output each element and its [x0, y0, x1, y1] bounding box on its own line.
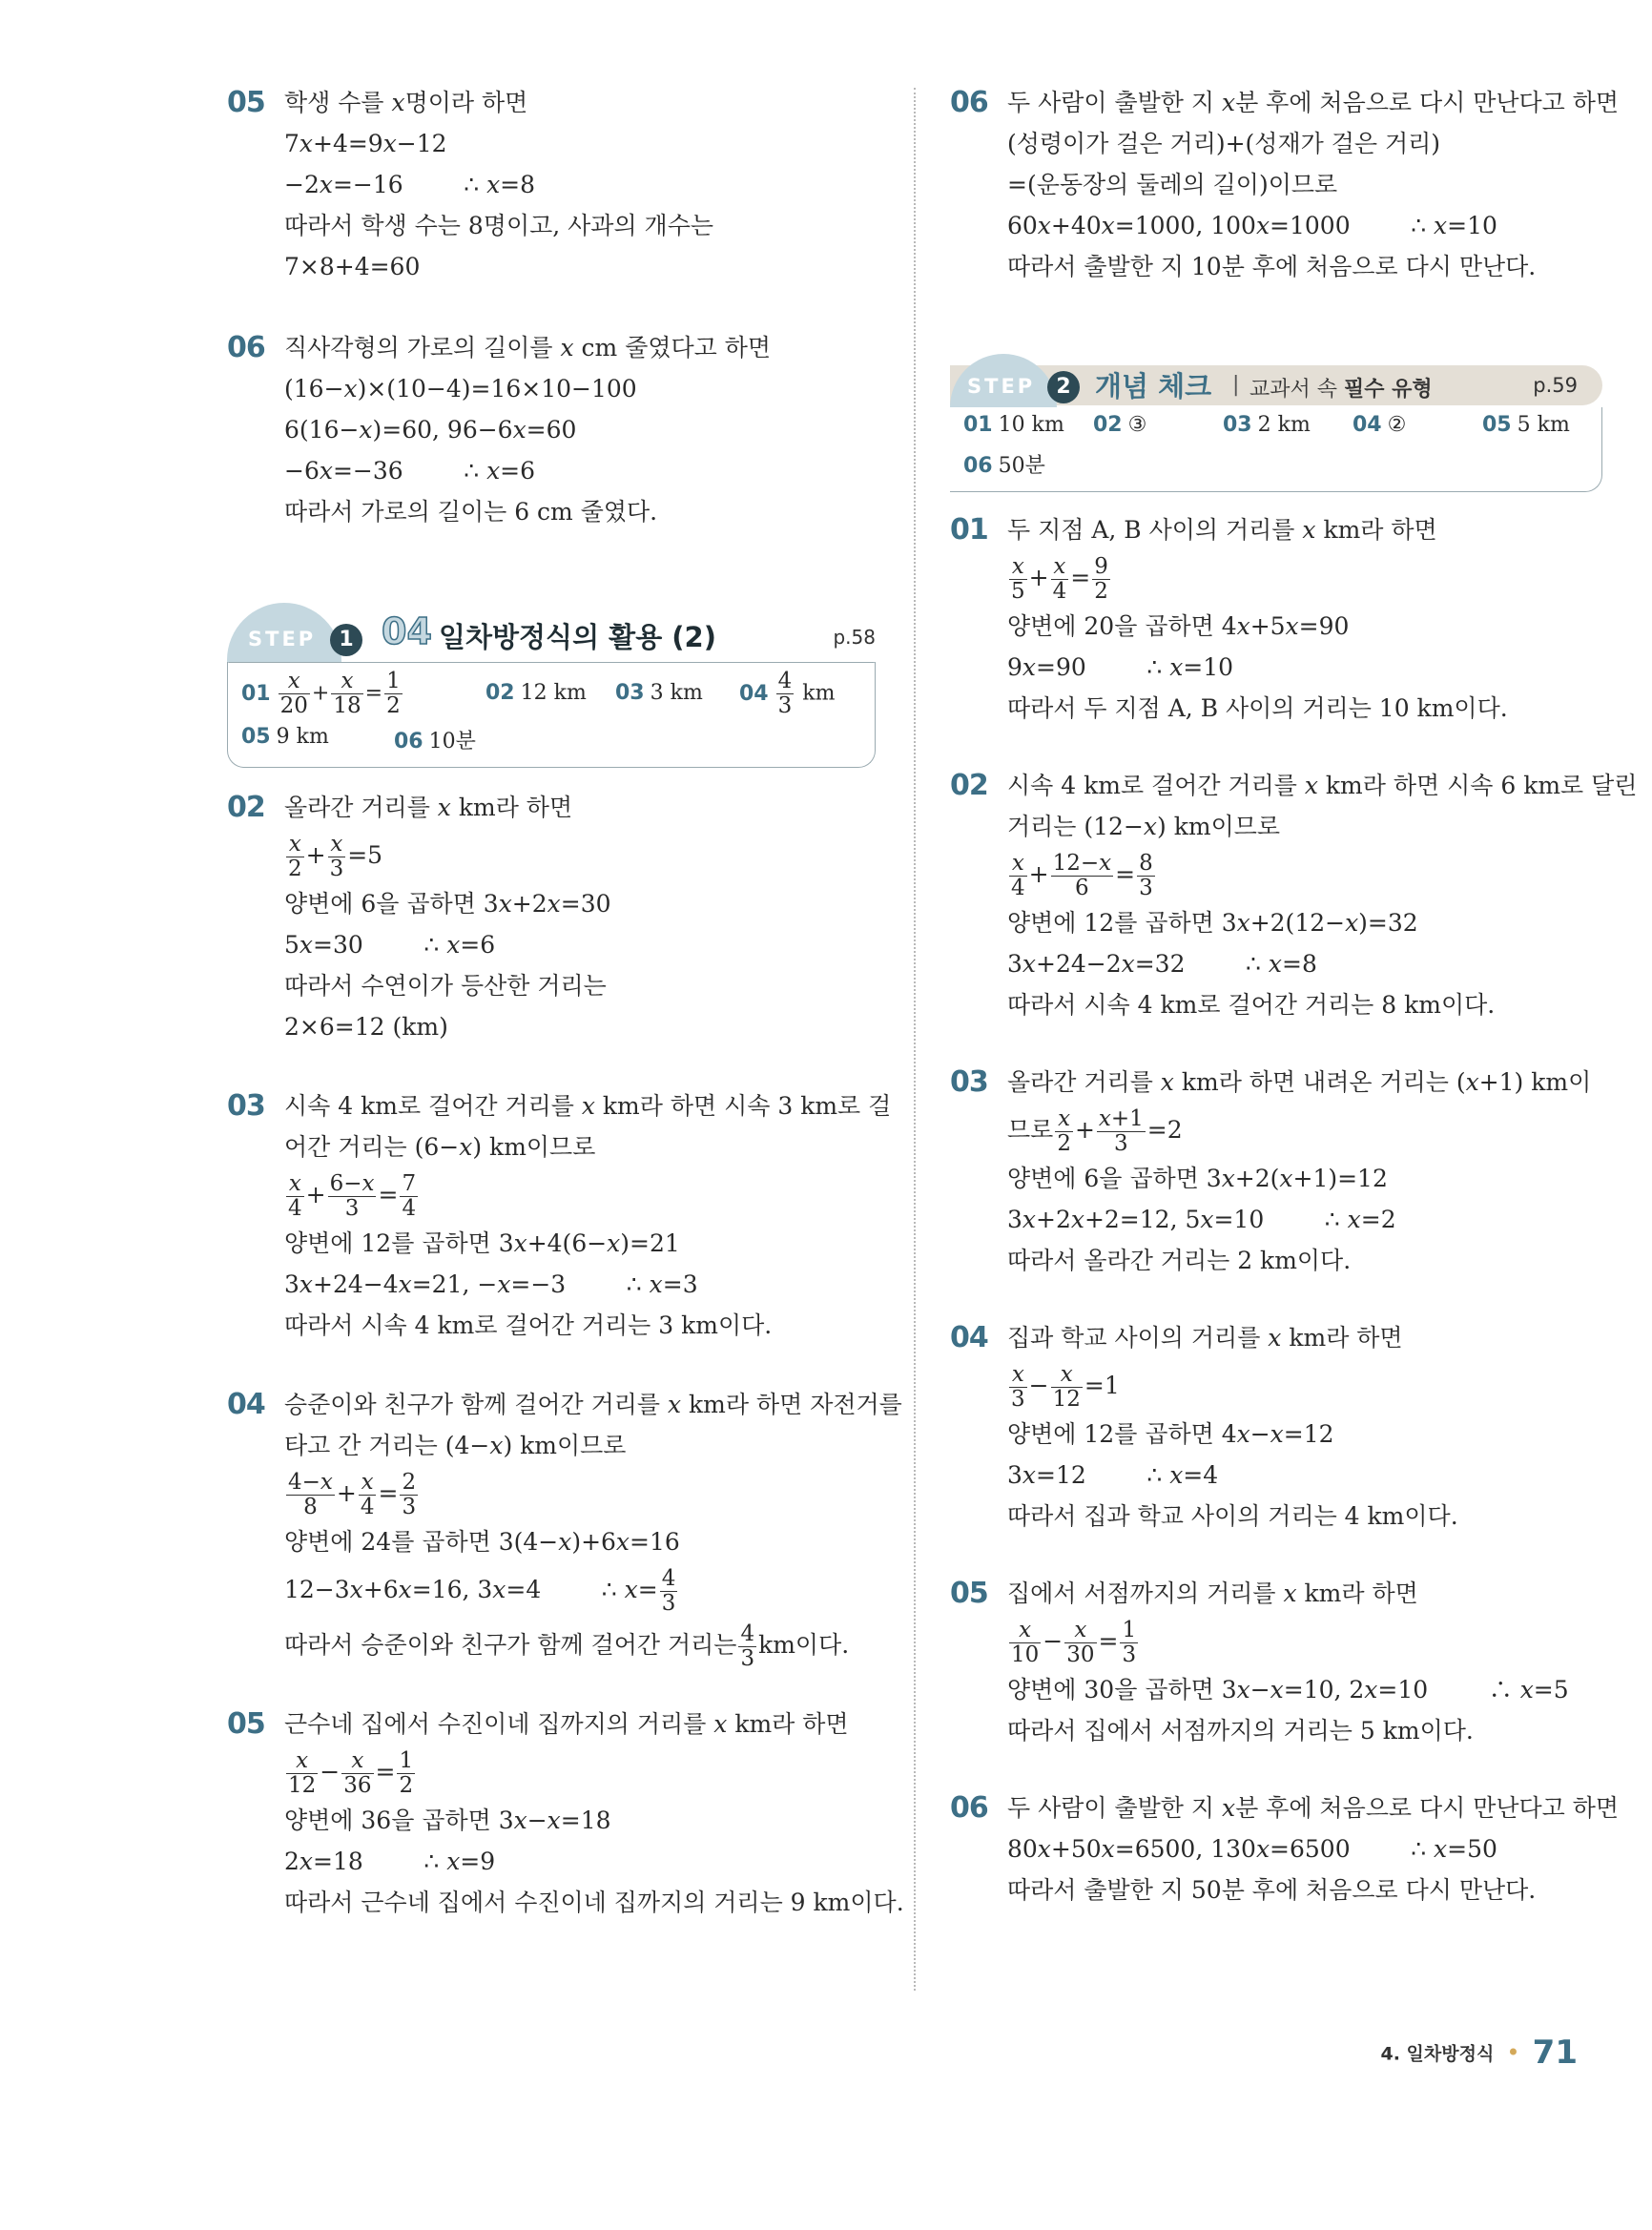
numerator: 𝑥	[328, 833, 346, 857]
fraction	[384, 670, 403, 718]
fraction	[1051, 555, 1069, 604]
numerator: 𝑥	[1051, 555, 1069, 580]
problem-number: 04	[227, 1388, 265, 1421]
operator: −	[320, 1758, 341, 1786]
text-line: 따라서 학생 수는 8명이고, 사과의 개수는	[284, 212, 713, 239]
text-line: 양변에 12를 곱하면 4𝑥−𝑥=12	[1007, 1420, 1334, 1448]
equation-line	[284, 1562, 876, 1618]
answer-value: 3 km	[650, 681, 703, 705]
fraction	[1097, 1107, 1146, 1156]
step-number-badge: 1	[330, 624, 362, 656]
section-title: 일차방정식의 활용 (2)	[439, 621, 716, 653]
solution-05b	[227, 1703, 904, 1923]
answer-03	[1223, 413, 1311, 437]
answer-key: 05	[1482, 413, 1512, 437]
denominator: 2	[386, 693, 401, 718]
operator: +	[305, 1181, 326, 1208]
equation-rhs: =5	[347, 841, 383, 869]
operator: =	[375, 1758, 396, 1786]
operator: +	[311, 681, 330, 706]
denominator: 20	[279, 693, 308, 718]
operator: −	[1043, 1627, 1063, 1655]
answer-02	[1093, 413, 1146, 437]
problem-number: 04	[950, 1321, 988, 1354]
fraction-equation	[284, 1745, 876, 1800]
text-line: 어간 거리는 (6−𝑥) km이므로	[284, 1133, 596, 1161]
text-line: 두 사람이 출발한 지 𝑥분 후에 처음으로 다시 만난다고 하면	[1007, 1794, 1620, 1822]
equation-line: 3𝑥=12 ∴ 𝑥=4	[1007, 1461, 1219, 1489]
denominator: 3	[1122, 1642, 1137, 1667]
numerator: 4	[740, 1621, 755, 1646]
text-line: 양변에 12를 곱하면 3𝑥+4(6−𝑥)=21	[284, 1229, 680, 1257]
denominator: 4	[360, 1495, 375, 1519]
text-line: 올라간 거리를 𝑥 km라 하면	[284, 794, 573, 821]
operator: =	[378, 1479, 399, 1507]
equation-line: −2𝑥=−16 ∴ 𝑥=8	[284, 171, 536, 198]
equation-line: 7×8+4=60	[284, 253, 421, 280]
equation-line: 2𝑥=18 ∴ 𝑥=9	[284, 1848, 496, 1875]
answer-04	[739, 670, 835, 718]
step1-header	[227, 601, 876, 662]
answer-value: ②	[1387, 413, 1407, 437]
numerator: 12−𝑥	[1052, 851, 1112, 876]
numerator: 1	[1122, 1618, 1137, 1642]
answer-04	[1353, 413, 1406, 437]
subtitle-text: 교과서 속	[1249, 378, 1338, 402]
page-number: 71	[1532, 2034, 1578, 2072]
answer-key: 02	[1093, 413, 1123, 437]
equation-line: 2×6=12 (km)	[284, 1013, 448, 1041]
equation-line: 80𝑥+50𝑥=6500, 130𝑥=6500 ∴ 𝑥=50	[1007, 1835, 1497, 1863]
denominator: 8	[303, 1495, 318, 1519]
answer-panel	[950, 407, 1602, 492]
equation-rhs: =2	[1146, 1116, 1183, 1144]
step-number-badge: 2	[1047, 371, 1080, 403]
numerator: 2	[402, 1470, 417, 1495]
section-title: 개념 체크	[1095, 370, 1212, 403]
fraction	[331, 670, 362, 718]
text-line: 양변에 24를 곱하면 3(4−𝑥)+6𝑥=16	[284, 1528, 680, 1556]
fraction	[1055, 1107, 1073, 1156]
subtitle-emphasis: 필수 유형	[1344, 378, 1433, 402]
solution-02-right	[950, 765, 1638, 1025]
numerator: 𝑥	[279, 670, 310, 694]
text-line: 따라서 올라간 거리는 2 km이다.	[1007, 1247, 1352, 1274]
answer-06	[394, 725, 476, 754]
numerator: 4	[777, 669, 793, 693]
equation-line: 5𝑥=30 ∴ 𝑥=6	[284, 931, 496, 959]
numerator: 𝑥	[1064, 1619, 1096, 1643]
fraction-equation	[1007, 847, 1602, 902]
denominator: 4	[288, 1196, 302, 1221]
denominator: 3	[402, 1495, 417, 1519]
denominator: 3	[329, 857, 344, 881]
step-label: STEP	[967, 375, 1036, 398]
text-line: 따라서 두 지점 A, B 사이의 거리는 10 km이다.	[1007, 694, 1508, 722]
page-footer	[1381, 2034, 1579, 2072]
answer-01	[241, 670, 404, 718]
answer-key: 01	[241, 681, 271, 706]
operator: +	[305, 841, 326, 869]
text-line: 거리는 (12−𝑥) km이므로	[1007, 813, 1281, 840]
text-line: 따라서 시속 4 km로 걸어간 거리는 8 km이다.	[1007, 991, 1496, 1019]
fraction	[328, 1172, 377, 1221]
fraction	[341, 1749, 373, 1798]
problem-number: 05	[227, 86, 265, 119]
operator: =	[1115, 860, 1136, 888]
text-line	[284, 1618, 876, 1673]
answer-key: 06	[963, 454, 993, 478]
text-line: 시속 4 km로 걸어간 거리를 𝑥 km라 하면 시속 3 km로 걸	[284, 1092, 892, 1120]
step1-answer-box	[227, 601, 876, 768]
answer-row	[241, 723, 861, 757]
step2-header	[950, 354, 1602, 407]
numerator: 𝑥	[359, 1471, 377, 1496]
numerator: 𝑥	[331, 670, 362, 694]
solution-04-right	[950, 1317, 1602, 1537]
column-divider	[914, 88, 916, 1991]
equation-line: 7𝑥+4=9𝑥−12	[284, 130, 447, 157]
denominator: 2	[399, 1773, 414, 1798]
fraction	[1009, 1363, 1027, 1412]
left-column	[227, 82, 904, 1923]
denominator: 2	[1094, 579, 1108, 604]
section-subtitle	[1249, 373, 1433, 403]
text-line: 따라서 수연이가 등산한 거리는	[284, 972, 607, 1000]
fraction	[1009, 555, 1027, 604]
denominator: 36	[343, 1773, 372, 1798]
numerator: 7	[402, 1171, 417, 1196]
numerator: 8	[1139, 851, 1153, 876]
text-line: 양변에 20을 곱하면 4𝑥+5𝑥=90	[1007, 612, 1350, 640]
numerator: 𝑥	[286, 1172, 304, 1197]
right-column	[950, 82, 1638, 1910]
answer-row	[241, 666, 861, 723]
text-line: 양변에 36을 곱하면 3𝑥−𝑥=18	[284, 1807, 611, 1834]
answer-05	[1482, 413, 1570, 437]
problem-number: 05	[227, 1707, 265, 1741]
text-line: (성령이가 걸은 거리)+(성재가 걸은 거리)	[1007, 130, 1440, 157]
text-line: 따라서 근수네 집에서 수진이네 집까지의 거리는 9 km이다.	[284, 1889, 904, 1916]
fraction-equation	[284, 1167, 876, 1223]
operator: =	[1070, 564, 1091, 591]
solution-06b-right	[950, 1787, 1620, 1910]
fraction	[286, 833, 304, 881]
text-line: 두 지점 A, B 사이의 거리를 𝑥 km라 하면	[1007, 516, 1437, 544]
numerator: 9	[1094, 554, 1108, 579]
answer-key: 06	[394, 730, 423, 754]
denominator: 2	[288, 857, 302, 881]
denominator: 3	[1011, 1387, 1025, 1412]
denominator: 12	[1052, 1387, 1081, 1412]
solution-04	[227, 1384, 902, 1673]
equation-rhs: =1	[1084, 1372, 1120, 1399]
fraction	[359, 1471, 377, 1519]
numerator: 𝑥	[1051, 1363, 1083, 1388]
operator: −	[1028, 1372, 1049, 1399]
solution-06-right	[950, 82, 1620, 287]
operator: +	[1028, 860, 1049, 888]
denominator: 2	[1057, 1131, 1071, 1156]
answer-value: 10 km	[998, 413, 1064, 437]
operator: +	[336, 1479, 357, 1507]
text-line: 올라간 거리를 𝑥 km라 하면 내려온 거리는 (𝑥+1) km이	[1007, 1068, 1592, 1096]
answer-unit: km	[802, 681, 836, 706]
fraction	[397, 1749, 415, 1798]
equation-line: 6(16−𝑥)=60, 96−6𝑥=60	[284, 416, 577, 444]
problem-number: 06	[950, 86, 988, 119]
fraction-equation	[284, 1466, 876, 1521]
text-line: =(운동장의 둘레의 길이)이므로	[1007, 171, 1338, 198]
fraction	[400, 1471, 418, 1519]
fraction-equation	[1007, 550, 1602, 606]
page-reference: p.59	[1533, 374, 1578, 397]
problem-number: 01	[950, 513, 988, 547]
denominator: 4	[1011, 876, 1025, 900]
numerator: 1	[399, 1748, 414, 1773]
text-line: 따라서 집에서 서점까지의 거리는 5 km이다.	[1007, 1717, 1474, 1745]
solution-01	[950, 509, 1602, 729]
text-line: 집과 학교 사이의 거리를 𝑥 km라 하면	[1007, 1324, 1403, 1352]
denominator: 18	[333, 693, 361, 718]
solution-03	[227, 1085, 892, 1346]
numerator: 4	[661, 1566, 676, 1591]
text-line: 집에서 서점까지의 거리를 𝑥 km라 하면	[1007, 1580, 1418, 1607]
denominator: 5	[1011, 579, 1025, 604]
equation-text: 12−3𝑥+6𝑥=16, 3𝑥=4 ∴ 𝑥=	[284, 1576, 658, 1603]
text-line: 시속 4 km로 걸어간 거리를 𝑥 km라 하면 시속 6 km로 달린	[1007, 772, 1638, 799]
operator: +	[1074, 1116, 1095, 1144]
page-reference: p.58	[833, 626, 876, 649]
text-line: 타고 간 거리는 (4−𝑥) km이므로	[284, 1432, 627, 1459]
equation-line: 3𝑥+24−2𝑥=32 ∴ 𝑥=8	[1007, 950, 1317, 978]
fraction-equation	[1007, 1358, 1602, 1414]
numerator: 𝑥+1	[1098, 1106, 1144, 1131]
text-line: 근수네 집에서 수진이네 집까지의 거리를 𝑥 km라 하면	[284, 1710, 849, 1738]
numerator: 𝑥	[1009, 852, 1027, 877]
answer-value: 10분	[428, 730, 476, 754]
denominator: 30	[1066, 1642, 1095, 1667]
text-line: 따라서 가로의 길이는 6 cm 줄였다.	[284, 498, 658, 526]
problem-number: 06	[227, 331, 265, 364]
answer-panel	[227, 662, 876, 768]
numerator: 𝑥	[1009, 1363, 1027, 1388]
answer-key: 04	[739, 681, 769, 706]
operator: =	[378, 1181, 399, 1208]
equation-line: 양변에 30을 곱하면 3𝑥−𝑥=10, 2𝑥=10 ∴ 𝑥=5	[1007, 1676, 1569, 1703]
text-line: 양변에 12를 곱하면 3𝑥+2(12−𝑥)=32	[1007, 909, 1418, 937]
answer-value: 9 km	[276, 725, 329, 749]
fraction	[286, 1172, 304, 1221]
text-line: 따라서 출발한 지 10분 후에 처음으로 다시 만난다.	[1007, 253, 1537, 280]
denominator: 3	[777, 693, 793, 718]
text-line: 양변에 6을 곱하면 3𝑥+2(𝑥+1)=12	[1007, 1165, 1388, 1192]
problem-number: 03	[227, 1089, 265, 1123]
answer-value: ③	[1127, 413, 1147, 437]
operator: =	[364, 681, 383, 706]
answer-value: 50분	[998, 454, 1045, 478]
denominator: 3	[740, 1646, 755, 1671]
equation-line: −6𝑥=−36 ∴ 𝑥=6	[284, 457, 536, 485]
answer-key: 01	[963, 413, 993, 437]
text-line: 따라서 출발한 지 50분 후에 처음으로 다시 만난다.	[1007, 1876, 1537, 1904]
numerator: 4−𝑥	[288, 1470, 333, 1495]
denominator: 4	[402, 1196, 417, 1221]
problem-number: 06	[950, 1791, 988, 1825]
denominator: 3	[1139, 876, 1153, 900]
fraction	[1092, 555, 1110, 604]
numerator: 𝑥	[286, 833, 304, 857]
answer-key: 04	[1353, 413, 1382, 437]
equation-line: 3𝑥+24−4𝑥=21, −𝑥=−3 ∴ 𝑥=3	[284, 1270, 698, 1298]
answer-05	[241, 725, 329, 749]
text: 따라서 승준이와 친구가 함께 걸어간 거리는	[284, 1631, 737, 1659]
answer-03	[615, 681, 703, 705]
fraction	[286, 1471, 335, 1519]
equation-line: 3𝑥+2𝑥+2=12, 5𝑥=10 ∴ 𝑥=2	[1007, 1206, 1396, 1233]
numerator: 𝑥	[1055, 1107, 1073, 1132]
fraction	[1120, 1619, 1138, 1667]
fraction	[1009, 1619, 1041, 1667]
denominator: 12	[288, 1773, 317, 1798]
denominator: 3	[1114, 1131, 1128, 1156]
numerator: 6−𝑥	[329, 1171, 375, 1196]
fraction-equation	[284, 828, 876, 883]
operator: =	[1098, 1627, 1119, 1655]
numerator: 𝑥	[1009, 555, 1027, 580]
text: 므로	[1007, 1116, 1054, 1144]
answer-06	[963, 449, 1045, 479]
fraction	[1009, 852, 1027, 900]
fraction	[1051, 1363, 1083, 1412]
solution-05	[227, 82, 876, 287]
answer-02	[485, 681, 587, 705]
fraction	[660, 1567, 678, 1616]
numerator: 𝑥	[286, 1749, 318, 1774]
problem-number: 02	[950, 769, 988, 802]
fraction	[1051, 852, 1114, 900]
text-line: 따라서 시속 4 km로 걸어간 거리는 3 km이다.	[284, 1311, 773, 1339]
answer-key: 03	[1223, 413, 1252, 437]
answer-key: 02	[485, 681, 515, 705]
title-separator: |	[1232, 373, 1240, 397]
answer-01	[963, 413, 1064, 437]
fraction	[738, 1622, 756, 1671]
denominator: 3	[661, 1591, 676, 1616]
solution-03-right	[950, 1062, 1602, 1281]
footer-bullet: •	[1506, 2039, 1520, 2066]
fraction	[279, 670, 310, 718]
problem-number: 02	[227, 791, 265, 824]
numerator: 𝑥	[341, 1749, 373, 1774]
denominator: 10	[1011, 1642, 1040, 1667]
text: km이다.	[758, 1631, 850, 1659]
text-line: 학생 수를 𝑥명이라 하면	[284, 89, 528, 116]
text-line: 양변에 6을 곱하면 3𝑥+2𝑥=30	[284, 890, 611, 918]
equation-line: (16−𝑥)×(10−4)=16×10−100	[284, 375, 637, 403]
solution-05-right	[950, 1573, 1602, 1751]
text-line: 두 사람이 출발한 지 𝑥분 후에 처음으로 다시 만난다고 하면	[1007, 89, 1620, 116]
fraction-equation	[1007, 1103, 1602, 1158]
section-number: 04	[382, 610, 432, 652]
fraction	[1064, 1619, 1096, 1667]
numerator: 1	[386, 669, 401, 693]
denominator: 6	[1075, 876, 1089, 900]
equation-line: 9𝑥=90 ∴ 𝑥=10	[1007, 653, 1234, 681]
problem-number: 05	[950, 1577, 988, 1610]
fraction	[328, 833, 346, 881]
answer-value: 5 km	[1517, 413, 1570, 437]
denominator: 4	[1052, 579, 1067, 604]
equation-line: 60𝑥+40𝑥=1000, 100𝑥=1000 ∴ 𝑥=10	[1007, 212, 1497, 239]
answer-key: 03	[615, 681, 645, 705]
operator: +	[1028, 564, 1049, 591]
answer-key: 05	[241, 725, 271, 749]
numerator: 𝑥	[1009, 1619, 1041, 1643]
fraction-equation	[1007, 1614, 1602, 1669]
answer-value: 12 km	[520, 681, 587, 705]
solution-02	[227, 787, 876, 1047]
step-label: STEP	[248, 628, 317, 650]
text-line: 직사각형의 가로의 길이를 𝑥 cm 줄였다고 하면	[284, 334, 772, 361]
text-line: 승준이와 친구가 함께 걸어간 거리를 𝑥 km라 하면 자전거를	[284, 1391, 902, 1418]
solution-06	[227, 327, 876, 532]
chapter-label: 4. 일차방정식	[1380, 2043, 1495, 2065]
problem-number: 03	[950, 1065, 988, 1099]
fraction	[1137, 852, 1155, 900]
fraction	[776, 670, 795, 718]
text-line: 따라서 집과 학교 사이의 거리는 4 km이다.	[1007, 1502, 1458, 1530]
fraction	[400, 1172, 418, 1221]
step2-answer-box	[950, 354, 1602, 492]
denominator: 3	[344, 1196, 360, 1221]
fraction	[286, 1749, 318, 1798]
answer-value: 2 km	[1257, 413, 1311, 437]
